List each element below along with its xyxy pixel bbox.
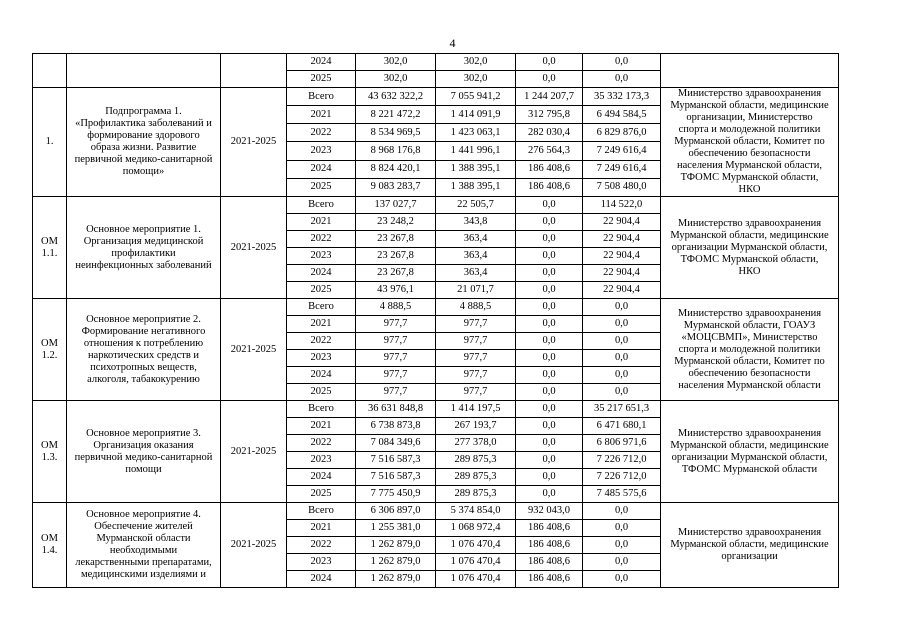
executor-line: Мурманской области, ГОАУЗ [683, 319, 816, 331]
total-funds-cell: 977,7 [356, 350, 436, 367]
federal-budget-cell: 0,0 [516, 248, 583, 265]
total-funds-cell: 23 248,2 [356, 214, 436, 231]
federal-budget-cell: 0,0 [516, 384, 583, 401]
item-name-line: помощи [125, 463, 162, 475]
item-name-line: Основное мероприятие 3. [86, 427, 201, 439]
executors-cell [661, 88, 839, 197]
year-cell: 2025 [287, 384, 356, 401]
total-funds-cell: 1 262 879,0 [356, 537, 436, 554]
total-funds-cell: 43 632 322,2 [356, 88, 436, 106]
other-funds-cell: 6 829 876,0 [583, 124, 661, 142]
other-funds-cell: 0,0 [583, 316, 661, 333]
other-funds-cell: 114 522,0 [583, 197, 661, 214]
total-funds-cell: 7 775 450,9 [356, 486, 436, 503]
total-funds-cell: 8 968 176,8 [356, 142, 436, 160]
total-funds-cell: 302,0 [356, 54, 436, 71]
other-funds-cell: 0,0 [583, 384, 661, 401]
other-funds-cell: 0,0 [583, 71, 661, 88]
item-name-cell [67, 197, 221, 299]
item-number-cell [33, 401, 67, 503]
item-name-line: «Профилактика заболеваний и [75, 118, 212, 129]
period-cell: 2021-2025 [221, 197, 287, 299]
total-funds-cell: 1 255 381,0 [356, 520, 436, 537]
item-number-line: ОМ [41, 235, 58, 247]
year-cell: Всего [287, 299, 356, 316]
year-cell: 2025 [287, 486, 356, 503]
other-funds-cell: 7 226 712,0 [583, 469, 661, 486]
regional-budget-cell: 363,4 [436, 265, 516, 282]
federal-budget-cell: 0,0 [516, 71, 583, 88]
year-cell: Всего [287, 401, 356, 418]
other-funds-cell: 0,0 [583, 537, 661, 554]
executor-line: обеспечению безопасности [688, 367, 811, 379]
federal-budget-cell: 0,0 [516, 486, 583, 503]
regional-budget-cell: 1 414 197,5 [436, 401, 516, 418]
federal-budget-cell: 0,0 [516, 265, 583, 282]
regional-budget-cell: 977,7 [436, 367, 516, 384]
total-funds-cell: 8 824 420,1 [356, 160, 436, 178]
year-cell: 2023 [287, 142, 356, 160]
federal-budget-cell: 276 564,3 [516, 142, 583, 160]
other-funds-cell: 6 806 971,6 [583, 435, 661, 452]
regional-budget-cell: 4 888,5 [436, 299, 516, 316]
executor-line: Мурманской области, медицинские [670, 539, 829, 550]
federal-budget-cell: 186 408,6 [516, 178, 583, 196]
executor-line: Министерство здравоохранения [677, 88, 822, 99]
total-funds-cell: 43 976,1 [356, 282, 436, 299]
executor-line: обеспечению безопасности [688, 148, 811, 159]
executor-line: организации Мурманской области, [671, 451, 828, 463]
year-cell: 2024 [287, 54, 356, 71]
executor-line: ТФОМС Мурманской области, [680, 172, 819, 183]
item-number-cell [33, 299, 67, 401]
regional-budget-cell: 5 374 854,0 [436, 503, 516, 520]
item-number-line: 1.2. [41, 349, 58, 361]
federal-budget-cell: 186 408,6 [516, 571, 583, 588]
year-cell: 2025 [287, 71, 356, 88]
regional-budget-cell: 277 378,0 [436, 435, 516, 452]
federal-budget-cell: 932 043,0 [516, 503, 583, 520]
item-name-line: Мурманской области [96, 533, 191, 544]
year-cell: 2024 [287, 265, 356, 282]
period-cell: 2021-2025 [221, 88, 287, 197]
executor-line: Мурманской области, медицинские [670, 100, 829, 111]
year-cell: Всего [287, 88, 356, 106]
total-funds-cell: 4 888,5 [356, 299, 436, 316]
regional-budget-cell: 343,8 [436, 214, 516, 231]
year-cell: 2021 [287, 316, 356, 333]
total-funds-cell: 1 262 879,0 [356, 571, 436, 588]
total-funds-cell: 977,7 [356, 316, 436, 333]
year-cell: 2022 [287, 435, 356, 452]
item-name-line: первичной медико-санитарной [74, 451, 213, 463]
executor-line: ТФОМС Мурманской области, [680, 253, 819, 265]
federal-budget-cell: 0,0 [516, 418, 583, 435]
item-name-cell [67, 299, 221, 401]
item-name-line: медицинскими изделиями и [80, 569, 207, 580]
regional-budget-cell: 977,7 [436, 384, 516, 401]
item-name-line: Подпрограмма 1. [105, 106, 182, 117]
item-number-line: 1.1. [41, 247, 58, 259]
regional-budget-cell: 7 055 941,2 [436, 88, 516, 106]
regional-budget-cell: 302,0 [436, 54, 516, 71]
other-funds-cell: 22 904,4 [583, 214, 661, 231]
other-funds-cell: 7 508 480,0 [583, 178, 661, 196]
executor-line: Министерство здравоохранения [677, 427, 822, 439]
item-name-line: образа жизни. Развитие [90, 142, 197, 153]
federal-budget-cell: 0,0 [516, 299, 583, 316]
executor-line: Министерство здравоохранения [677, 527, 822, 538]
other-funds-cell: 7 249 616,4 [583, 160, 661, 178]
executor-line: ТФОМС Мурманской области [681, 463, 818, 475]
total-funds-cell: 977,7 [356, 333, 436, 350]
regional-budget-cell: 21 071,7 [436, 282, 516, 299]
budget-table-body [33, 54, 839, 588]
item-name-line: алкоголя, табакокурению [87, 373, 200, 385]
total-funds-cell: 6 306 897,0 [356, 503, 436, 520]
other-funds-cell: 6 471 680,1 [583, 418, 661, 435]
table-row [33, 503, 839, 520]
regional-budget-cell: 1 414 091,9 [436, 106, 516, 124]
item-name-line: Организация медицинской [83, 235, 204, 247]
item-number-line: ОМ [41, 533, 58, 544]
other-funds-cell: 7 226 712,0 [583, 452, 661, 469]
regional-budget-cell: 302,0 [436, 71, 516, 88]
executor-line: спорта и молодежной политики [678, 343, 821, 355]
total-funds-cell: 137 027,7 [356, 197, 436, 214]
total-funds-cell: 7 516 587,3 [356, 452, 436, 469]
table-row [33, 54, 839, 71]
total-funds-cell: 6 738 873,8 [356, 418, 436, 435]
other-funds-cell: 22 904,4 [583, 265, 661, 282]
federal-budget-cell: 0,0 [516, 54, 583, 71]
total-funds-cell: 302,0 [356, 71, 436, 88]
table-row [33, 299, 839, 316]
item-number-cell [33, 197, 67, 299]
year-cell: 2023 [287, 248, 356, 265]
regional-budget-cell: 267 193,7 [436, 418, 516, 435]
regional-budget-cell: 22 505,7 [436, 197, 516, 214]
year-cell: 2022 [287, 333, 356, 350]
year-cell: Всего [287, 197, 356, 214]
total-funds-cell: 9 083 283,7 [356, 178, 436, 196]
federal-budget-cell: 0,0 [516, 333, 583, 350]
other-funds-cell: 0,0 [583, 367, 661, 384]
table-row [33, 88, 839, 106]
federal-budget-cell: 0,0 [516, 214, 583, 231]
executors-cell [661, 401, 839, 503]
total-funds-cell: 977,7 [356, 367, 436, 384]
item-number-line: 1.4. [41, 545, 58, 556]
federal-budget-cell: 0,0 [516, 452, 583, 469]
total-funds-cell: 977,7 [356, 384, 436, 401]
total-funds-cell: 23 267,8 [356, 231, 436, 248]
other-funds-cell: 0,0 [583, 54, 661, 71]
year-cell: 2022 [287, 537, 356, 554]
item-name-line: Формирование негативного [81, 325, 206, 337]
item-number-cell [33, 88, 67, 197]
item-number-line: 1. [45, 136, 54, 147]
other-funds-cell: 22 904,4 [583, 231, 661, 248]
item-name-line: наркотических средств и [87, 349, 200, 361]
period-cell [221, 54, 287, 88]
regional-budget-cell: 289 875,3 [436, 486, 516, 503]
executor-line: организации Мурманской области, [671, 241, 828, 253]
executor-line: Мурманской области, Комитет по [674, 355, 825, 367]
regional-budget-cell: 1 068 972,4 [436, 520, 516, 537]
table-row [33, 401, 839, 418]
executor-line: населения Мурманской области [678, 379, 821, 391]
regional-budget-cell: 1 076 470,4 [436, 554, 516, 571]
total-funds-cell: 7 516 587,3 [356, 469, 436, 486]
executor-line: населения Мурманской области, [676, 160, 823, 171]
item-number-line: ОМ [41, 439, 58, 451]
year-cell: 2025 [287, 282, 356, 299]
federal-budget-cell: 0,0 [516, 282, 583, 299]
total-funds-cell: 23 267,8 [356, 265, 436, 282]
other-funds-cell: 0,0 [583, 350, 661, 367]
total-funds-cell: 36 631 848,8 [356, 401, 436, 418]
federal-budget-cell: 1 244 207,7 [516, 88, 583, 106]
item-name-cell [67, 401, 221, 503]
total-funds-cell: 7 084 349,6 [356, 435, 436, 452]
executors-cell [661, 503, 839, 588]
other-funds-cell: 35 217 651,3 [583, 401, 661, 418]
item-name-line: Основное мероприятие 1. [86, 223, 201, 235]
executor-line: организации [721, 551, 778, 562]
executor-line: Министерство здравоохранения [677, 307, 822, 319]
regional-budget-cell: 289 875,3 [436, 452, 516, 469]
year-cell: 2021 [287, 418, 356, 435]
other-funds-cell: 22 904,4 [583, 248, 661, 265]
total-funds-cell: 8 221 472,2 [356, 106, 436, 124]
table-row [33, 197, 839, 214]
federal-budget-cell: 186 408,6 [516, 537, 583, 554]
year-cell: 2024 [287, 469, 356, 486]
federal-budget-cell: 0,0 [516, 316, 583, 333]
year-cell: 2025 [287, 178, 356, 196]
item-name-line: профилактики [111, 247, 176, 259]
executor-line: Министерство здравоохранения [677, 217, 822, 229]
item-name-line: психотропных веществ, [90, 361, 197, 373]
federal-budget-cell: 186 408,6 [516, 520, 583, 537]
item-name-line: Основное мероприятие 2. [86, 313, 201, 325]
year-cell: 2021 [287, 106, 356, 124]
regional-budget-cell: 363,4 [436, 248, 516, 265]
regional-budget-cell: 1 441 996,1 [436, 142, 516, 160]
item-name-line: Обеспечение жителей [94, 521, 193, 532]
regional-budget-cell: 1 076 470,4 [436, 537, 516, 554]
item-name-line: Организация оказания [93, 439, 194, 451]
item-name-line: необходимыми [109, 545, 178, 556]
total-funds-cell: 23 267,8 [356, 248, 436, 265]
number-cell [33, 54, 67, 88]
item-name-line: Основное мероприятие 4. [86, 509, 201, 520]
name-cell [67, 54, 221, 88]
other-funds-cell: 6 494 584,5 [583, 106, 661, 124]
executors-cell [661, 299, 839, 401]
item-number-line: 1.3. [41, 451, 58, 463]
regional-budget-cell: 289 875,3 [436, 469, 516, 486]
item-name-line: формирование здорового [87, 130, 200, 141]
executor-line: спорта и молодежной политики [678, 124, 821, 135]
item-number-line: ОМ [41, 337, 58, 349]
other-funds-cell: 7 485 575,6 [583, 486, 661, 503]
executors-cell [661, 54, 839, 88]
total-funds-cell: 8 534 969,5 [356, 124, 436, 142]
item-name-cell [67, 88, 221, 197]
regional-budget-cell: 1 388 395,1 [436, 178, 516, 196]
executors-cell [661, 197, 839, 299]
year-cell: 2022 [287, 231, 356, 248]
other-funds-cell: 0,0 [583, 503, 661, 520]
federal-budget-cell: 186 408,6 [516, 554, 583, 571]
other-funds-cell: 0,0 [583, 333, 661, 350]
other-funds-cell: 0,0 [583, 554, 661, 571]
year-cell: 2024 [287, 367, 356, 384]
regional-budget-cell: 363,4 [436, 231, 516, 248]
year-cell: 2023 [287, 554, 356, 571]
item-name-line: помощи» [122, 166, 165, 177]
executor-line: Мурманской области, медицинские [670, 439, 829, 451]
other-funds-cell: 0,0 [583, 520, 661, 537]
item-name-line: лекарственными препаратами, [75, 557, 212, 568]
regional-budget-cell: 1 423 063,1 [436, 124, 516, 142]
other-funds-cell: 35 332 173,3 [583, 88, 661, 106]
period-cell: 2021-2025 [221, 299, 287, 401]
federal-budget-cell: 0,0 [516, 231, 583, 248]
item-name-line: отношения к потреблению [83, 337, 204, 349]
federal-budget-cell: 0,0 [516, 197, 583, 214]
executor-line: организации, Министерство [686, 112, 813, 123]
item-number-cell [33, 503, 67, 588]
item-name-line: первичной медико-санитарной [74, 154, 213, 165]
year-cell: 2023 [287, 452, 356, 469]
period-cell: 2021-2025 [221, 503, 287, 588]
year-cell: 2021 [287, 520, 356, 537]
other-funds-cell: 0,0 [583, 571, 661, 588]
executor-line: Мурманской области, Комитет по [674, 136, 825, 147]
budget-table [32, 53, 839, 588]
total-funds-cell: 1 262 879,0 [356, 554, 436, 571]
regional-budget-cell: 1 076 470,4 [436, 571, 516, 588]
item-name-line: неинфекционных заболеваний [75, 259, 212, 271]
executor-line: НКО [738, 184, 761, 195]
year-cell: 2023 [287, 350, 356, 367]
year-cell: 2024 [287, 160, 356, 178]
federal-budget-cell: 0,0 [516, 350, 583, 367]
federal-budget-cell: 0,0 [516, 401, 583, 418]
federal-budget-cell: 186 408,6 [516, 160, 583, 178]
page-number: 4 [449, 36, 456, 50]
executor-line: НКО [738, 265, 761, 277]
year-cell: 2024 [287, 571, 356, 588]
other-funds-cell: 22 904,4 [583, 282, 661, 299]
regional-budget-cell: 1 388 395,1 [436, 160, 516, 178]
executor-line: «МОЦСВМП», Министерство [681, 331, 818, 343]
federal-budget-cell: 0,0 [516, 367, 583, 384]
regional-budget-cell: 977,7 [436, 333, 516, 350]
period-cell: 2021-2025 [221, 401, 287, 503]
item-name-cell [67, 503, 221, 588]
year-cell: 2021 [287, 214, 356, 231]
regional-budget-cell: 977,7 [436, 316, 516, 333]
year-cell: Всего [287, 503, 356, 520]
other-funds-cell: 0,0 [583, 299, 661, 316]
regional-budget-cell: 977,7 [436, 350, 516, 367]
federal-budget-cell: 282 030,4 [516, 124, 583, 142]
federal-budget-cell: 312 795,8 [516, 106, 583, 124]
year-cell: 2022 [287, 124, 356, 142]
federal-budget-cell: 0,0 [516, 469, 583, 486]
other-funds-cell: 7 249 616,4 [583, 142, 661, 160]
executor-line: Мурманской области, медицинские [670, 229, 829, 241]
federal-budget-cell: 0,0 [516, 435, 583, 452]
